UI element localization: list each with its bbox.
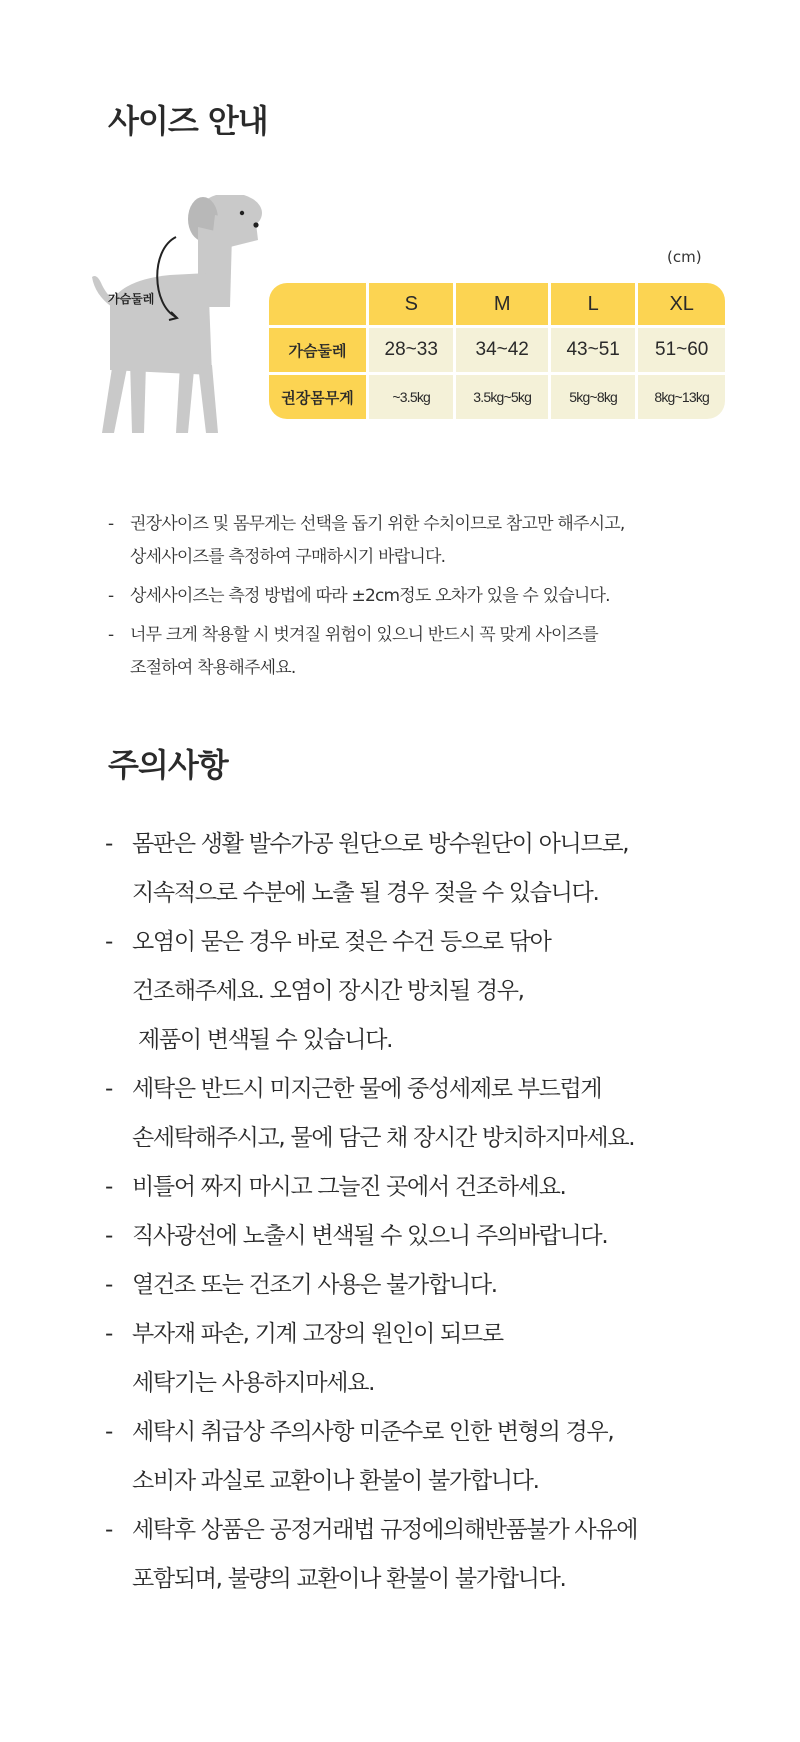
table-row bbox=[269, 328, 725, 372]
caution-item bbox=[105, 1310, 765, 1408]
dash-bullet: - bbox=[105, 831, 112, 857]
dash-bullet: - bbox=[108, 514, 114, 534]
size-col-l: L bbox=[551, 283, 635, 325]
caution-item bbox=[105, 820, 765, 918]
note-line: 상세사이즈를 측정하여 구매하시기 바랍니다. bbox=[130, 547, 446, 567]
caution-line: 지속적으로 수분에 노출 될 경우 젖을 수 있습니다. bbox=[132, 880, 599, 906]
caution-line: 건조해주세요. 오염이 장시간 방치될 경우, bbox=[132, 978, 524, 1004]
caution-line: 제품이 변색될 수 있습니다. bbox=[132, 1027, 393, 1053]
note-line: 조절하여 착용해주세요. bbox=[130, 658, 296, 678]
caution-line: 오염이 묻은 경우 바로 젖은 수건 등으로 닦아 bbox=[132, 929, 551, 955]
caution-line: 세탁은 반드시 미지근한 물에 중성세제로 부드럽게 bbox=[132, 1076, 602, 1102]
caution-line: 소비자 과실로 교환이나 환불이 불가합니다. bbox=[132, 1468, 539, 1494]
caution-line: 열건조 또는 건조기 사용은 불가합니다. bbox=[132, 1272, 497, 1298]
caution-item bbox=[105, 1506, 765, 1604]
caution-line: 세탁후 상품은 공정거래법 규정에의해반품불가 사유에 bbox=[132, 1517, 638, 1543]
caution-line: 손세탁해주시고, 물에 담근 채 장시간 방치하지마세요. bbox=[132, 1125, 635, 1151]
size-col-s: S bbox=[369, 283, 453, 325]
caution-line: 세탁기는 사용하지마세요. bbox=[132, 1370, 375, 1396]
dash-bullet: - bbox=[105, 1419, 112, 1445]
caution-line: 세탁시 취급상 주의사항 미준수로 인한 변형의 경우, bbox=[132, 1419, 614, 1445]
size-notes bbox=[108, 508, 728, 691]
size-table bbox=[266, 280, 728, 422]
caution-item bbox=[105, 1261, 765, 1310]
caution-item bbox=[105, 1408, 765, 1506]
caution-list bbox=[105, 820, 765, 1604]
size-col-m: M bbox=[456, 283, 547, 325]
caution-line: 비틀어 짜지 마시고 그늘진 곳에서 건조하세요. bbox=[132, 1174, 566, 1200]
cautions-title: 주의사항 bbox=[108, 746, 228, 784]
dash-bullet: - bbox=[108, 625, 114, 645]
table-cell: 28~33 bbox=[369, 328, 453, 372]
note-item bbox=[108, 619, 728, 685]
caution-item bbox=[105, 1163, 765, 1212]
table-row bbox=[269, 375, 725, 419]
dash-bullet: - bbox=[105, 1517, 112, 1543]
caution-item bbox=[105, 1212, 765, 1261]
row-label-weight: 권장몸무게 bbox=[269, 375, 366, 419]
dash-bullet: - bbox=[105, 1272, 112, 1298]
dash-bullet: - bbox=[105, 1174, 112, 1200]
row-label-chest: 가슴둘레 bbox=[269, 328, 366, 372]
caution-line: 포함되며, 불량의 교환이나 환불이 불가합니다. bbox=[132, 1566, 566, 1592]
table-cell: 8kg~13kg bbox=[638, 375, 725, 419]
table-cell: ~3.5kg bbox=[369, 375, 453, 419]
caution-item bbox=[105, 918, 765, 1065]
note-line: 너무 크게 착용할 시 벗겨질 위험이 있으니 반드시 꼭 맞게 사이즈를 bbox=[130, 625, 598, 645]
table-cell: 43~51 bbox=[551, 328, 635, 372]
caution-line: 직사광선에 노출시 변색될 수 있으니 주의바랍니다. bbox=[132, 1223, 608, 1249]
caution-line: 몸판은 생활 발수가공 원단으로 방수원단이 아니므로, bbox=[132, 831, 629, 857]
size-guide-title: 사이즈 안내 bbox=[108, 102, 268, 140]
chest-label: 가슴둘레 bbox=[108, 292, 155, 306]
unit-label: (cm) bbox=[667, 248, 702, 266]
table-cell: 5kg~8kg bbox=[551, 375, 635, 419]
table-cell: 3.5kg~5kg bbox=[456, 375, 547, 419]
dash-bullet: - bbox=[105, 929, 112, 955]
dash-bullet: - bbox=[108, 586, 114, 606]
table-cell: 51~60 bbox=[638, 328, 725, 372]
note-line: 상세사이즈는 측정 방법에 따라 ±2cm정도 오차가 있을 수 있습니다. bbox=[130, 586, 610, 606]
size-table-corner bbox=[269, 283, 366, 325]
note-item bbox=[108, 508, 728, 574]
table-cell: 34~42 bbox=[456, 328, 547, 372]
note-item bbox=[108, 580, 728, 613]
caution-item bbox=[105, 1065, 765, 1163]
dash-bullet: - bbox=[105, 1321, 112, 1347]
caution-line: 부자재 파손, 기계 고장의 원인이 되므로 bbox=[132, 1321, 503, 1347]
dash-bullet: - bbox=[105, 1223, 112, 1249]
size-table-header bbox=[269, 283, 725, 325]
dash-bullet: - bbox=[105, 1076, 112, 1102]
dog-illustration bbox=[80, 195, 280, 435]
size-col-xl: XL bbox=[638, 283, 725, 325]
note-line: 권장사이즈 및 몸무게는 선택을 돕기 위한 수치이므로 참고만 해주시고, bbox=[130, 514, 625, 534]
